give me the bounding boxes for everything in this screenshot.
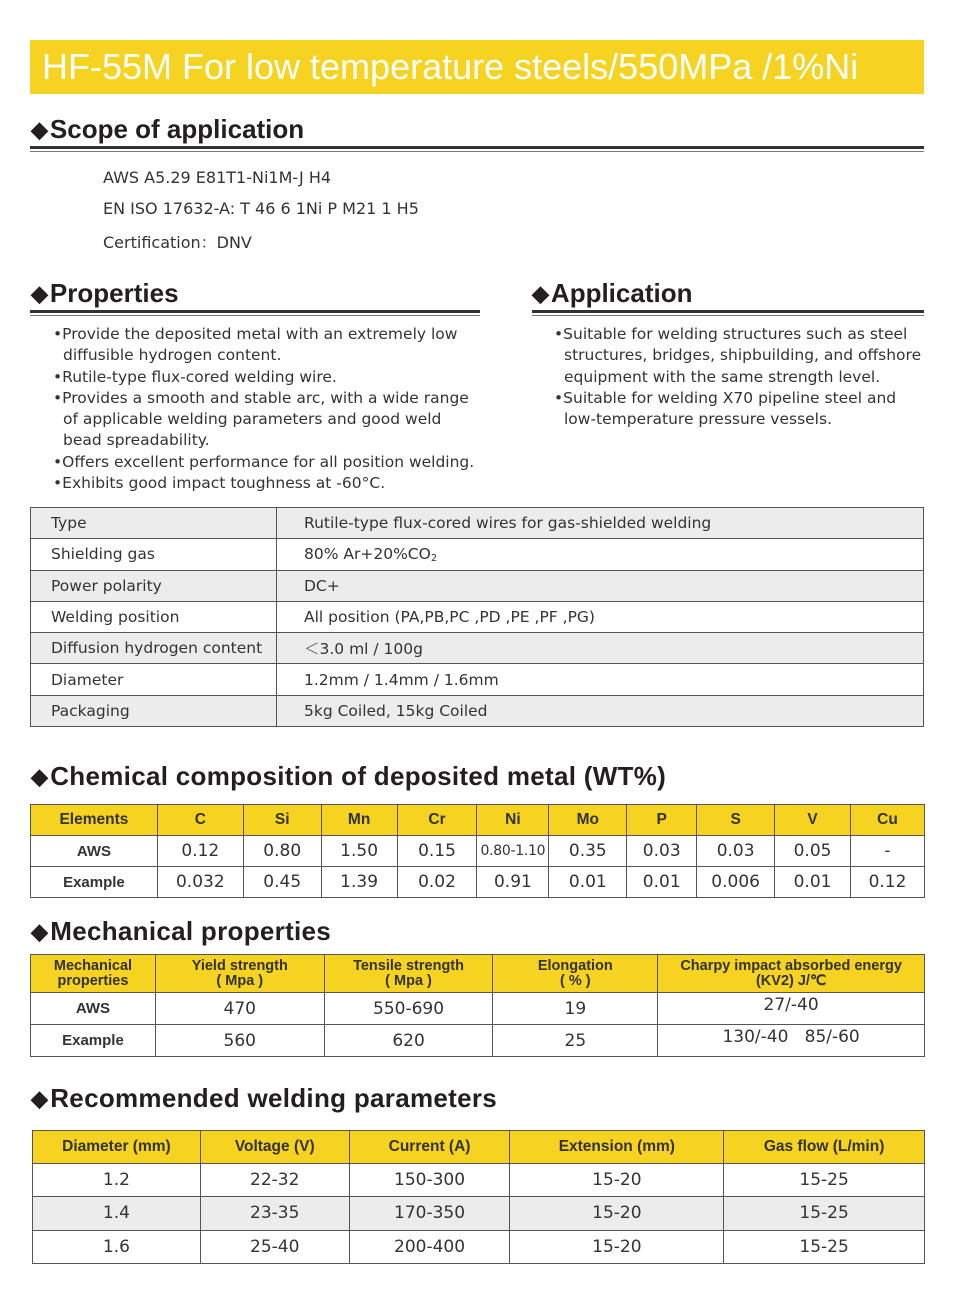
table-cell: 470: [155, 993, 324, 1025]
application-list: [554, 324, 926, 430]
table-cell: 23-35: [200, 1197, 349, 1230]
gas-value: 80% Ar+20%CO: [304, 544, 431, 563]
column-header: Ni: [477, 805, 549, 836]
info-label: Shielding gas: [31, 539, 277, 570]
table-cell: 0.15: [397, 836, 477, 867]
scope-heading: [31, 114, 304, 145]
diamond-bullet-icon: ◆: [31, 1086, 49, 1111]
header-line: ( Mpa ): [385, 972, 432, 989]
table-cell: 22-32: [200, 1164, 349, 1197]
table-cell: 620: [324, 1025, 493, 1057]
properties-heading: [31, 278, 179, 309]
info-label: Type: [31, 508, 277, 539]
gas-value-subscript: 2: [430, 552, 438, 564]
list-item: • Provide the deposited metal with an extremely low diffusible hydrogen content.: [53, 324, 485, 367]
application-heading-text: Application: [550, 278, 693, 308]
table-row: [33, 1164, 925, 1197]
table-row: [31, 695, 924, 726]
diamond-bullet-icon: ◆: [31, 919, 49, 944]
diamond-bullet-icon: ◆: [31, 764, 49, 789]
table-cell: 150-300: [349, 1164, 510, 1197]
row-label: AWS: [31, 993, 156, 1025]
list-item: • Suitable for welding structures such as steel structures, bridges, shipbuilding, and offshore equipment with the same strength level.: [554, 324, 926, 388]
info-label: Packaging: [31, 695, 277, 726]
info-value: All position (PA,PB,PC ,PD ,PE ,PF ,PG): [277, 601, 924, 632]
column-header: V: [775, 805, 851, 836]
column-header: Elements: [31, 805, 158, 836]
scope-rule-thin: [30, 151, 924, 152]
column-header: Cr: [397, 805, 477, 836]
welding-heading-text: Recommended welding parameters: [50, 1083, 498, 1113]
table-row: [31, 1025, 925, 1057]
info-value: 5kg Coiled, 15kg Coiled: [277, 695, 924, 726]
table-cell: 15-20: [510, 1230, 724, 1263]
table-cell: 0.35: [549, 836, 627, 867]
table-cell: -: [851, 836, 925, 867]
diamond-bullet-icon: ◆: [31, 117, 48, 142]
table-cell: 27/-40: [658, 993, 925, 1025]
column-header: [324, 955, 493, 993]
chemical-composition-table: [30, 804, 925, 898]
table-cell: 200-400: [349, 1230, 510, 1263]
table-row: [31, 867, 925, 898]
table-cell: 0.02: [397, 867, 477, 898]
column-header: Current (A): [349, 1131, 510, 1164]
application-rule: [532, 310, 924, 313]
properties-list: [53, 324, 485, 494]
properties-rule: [30, 310, 480, 313]
table-row: [33, 1197, 925, 1230]
scope-heading-text: Scope of application: [49, 114, 305, 144]
column-header: [493, 955, 658, 993]
table-cell: 1.4: [33, 1197, 201, 1230]
table-header-row: [31, 955, 925, 993]
table-cell: 550-690: [324, 993, 493, 1025]
list-item: • Suitable for welding X70 pipeline steel and low-temperature pressure vessels.: [554, 388, 926, 431]
info-label: Power polarity: [31, 570, 277, 601]
header-line: ( % ): [560, 972, 591, 989]
column-header: C: [157, 805, 243, 836]
info-value: ＜3.0 ml / 100g: [277, 633, 924, 664]
table-row: [31, 508, 924, 539]
table-cell: 170-350: [349, 1197, 510, 1230]
table-cell: 0.05: [775, 836, 851, 867]
list-item: • Offers excellent performance for all position welding.: [53, 452, 485, 473]
info-value: DC+: [277, 570, 924, 601]
application-heading: [532, 278, 692, 309]
table-header-row: [31, 805, 925, 836]
table-cell: 0.12: [157, 836, 243, 867]
table-cell: 0.01: [775, 867, 851, 898]
table-row: [31, 993, 925, 1025]
column-header: Mn: [321, 805, 397, 836]
application-rule-thin: [532, 315, 924, 316]
row-label: Example: [31, 1025, 156, 1057]
list-item: • Provides a smooth and stable arc, with a wide range of applicable welding parameters and good weld bead spreadability.: [53, 388, 485, 452]
info-value: 1.2mm / 1.4mm / 1.6mm: [277, 664, 924, 695]
table-cell: 1.39: [321, 867, 397, 898]
table-row: [33, 1230, 925, 1263]
table-cell: 0.91: [477, 867, 549, 898]
table-cell: 1.2: [33, 1164, 201, 1197]
column-header: [31, 955, 156, 993]
table-cell: 0.45: [243, 867, 321, 898]
scope-rule: [30, 146, 924, 149]
header-line: Charpy impact absorbed energy: [680, 957, 902, 974]
table-row: [31, 836, 925, 867]
table-cell: 0.01: [627, 867, 697, 898]
page-title: HF-55M For low temperature steels/550MPa /1%Ni: [30, 40, 924, 94]
column-header: S: [697, 805, 775, 836]
info-label: Welding position: [31, 601, 277, 632]
column-header: Voltage (V): [200, 1131, 349, 1164]
column-header: Mo: [549, 805, 627, 836]
info-value: Rutile-type flux-cored wires for gas-shielded welding: [277, 508, 924, 539]
table-row: [31, 664, 924, 695]
mechanical-properties-table: [30, 954, 925, 1057]
header-line: Elongation: [537, 957, 613, 974]
column-header: [155, 955, 324, 993]
table-cell: 0.03: [627, 836, 697, 867]
table-cell: 1.50: [321, 836, 397, 867]
table-row: [31, 601, 924, 632]
row-label: AWS: [31, 836, 158, 867]
column-header: [658, 955, 925, 993]
column-header: P: [627, 805, 697, 836]
properties-rule-thin: [30, 315, 480, 316]
header-line: Tensile strength: [353, 957, 464, 974]
chemical-heading-text: Chemical composition of deposited metal (WT%): [50, 761, 667, 791]
chemical-heading: [31, 761, 666, 792]
scope-aws: AWS A5.29 E81T1-Ni1M-J H4: [103, 168, 332, 187]
table-cell: 25: [493, 1025, 658, 1057]
info-value: [277, 539, 924, 570]
column-header: Cu: [851, 805, 925, 836]
scope-certification: Certification：DNV: [103, 233, 252, 252]
table-cell: 0.12: [851, 867, 925, 898]
list-item: • Rutile-type flux-cored welding wire.: [53, 367, 485, 388]
column-header: Extension (mm): [510, 1131, 724, 1164]
welding-parameters-table: [32, 1130, 925, 1264]
row-label: Example: [31, 867, 158, 898]
column-header: Diameter (mm): [33, 1131, 201, 1164]
column-header: Gas flow (L/min): [724, 1131, 925, 1164]
table-cell: 0.01: [549, 867, 627, 898]
product-info-table: [30, 507, 924, 727]
properties-heading-text: Properties: [49, 278, 179, 308]
table-cell: 0.80: [243, 836, 321, 867]
table-cell: 15-20: [510, 1197, 724, 1230]
table-cell: 15-25: [724, 1230, 925, 1263]
table-cell: 0.03: [697, 836, 775, 867]
welding-heading: [31, 1083, 497, 1114]
info-label: Diameter: [31, 664, 277, 695]
table-cell: 0.032: [157, 867, 243, 898]
header-line: properties: [57, 972, 129, 989]
table-cell: 560: [155, 1025, 324, 1057]
mechanical-heading-text: Mechanical properties: [50, 916, 332, 946]
table-cell: 1.6: [33, 1230, 201, 1263]
table-header-row: [33, 1131, 925, 1164]
table-cell: 15-25: [724, 1164, 925, 1197]
table-cell: 15-20: [510, 1164, 724, 1197]
header-line: ( Mpa ): [216, 972, 264, 989]
info-label: Diffusion hydrogen content: [31, 633, 277, 664]
diamond-bullet-icon: ◆: [532, 281, 549, 306]
table-cell: 25-40: [200, 1230, 349, 1263]
list-item: • Exhibits good impact toughness at -60°C.: [53, 473, 485, 494]
mechanical-heading: [31, 916, 331, 947]
header-line: Yield strength: [191, 957, 288, 974]
column-header: Si: [243, 805, 321, 836]
table-cell: 15-25: [724, 1197, 925, 1230]
scope-en-iso: EN ISO 17632-A: T 46 6 1Ni P M21 1 H5: [103, 199, 419, 218]
header-line: Mechanical: [53, 957, 133, 974]
table-cell: 19: [493, 993, 658, 1025]
table-cell: 130/-40 85/-60: [658, 1025, 925, 1057]
table-row: [31, 539, 924, 570]
table-row: [31, 570, 924, 601]
table-cell: 0.006: [697, 867, 775, 898]
table-row: [31, 633, 924, 664]
diamond-bullet-icon: ◆: [31, 281, 48, 306]
table-cell: 0.80-1.10: [477, 836, 549, 867]
header-line: (KV2) J/℃: [755, 972, 827, 989]
